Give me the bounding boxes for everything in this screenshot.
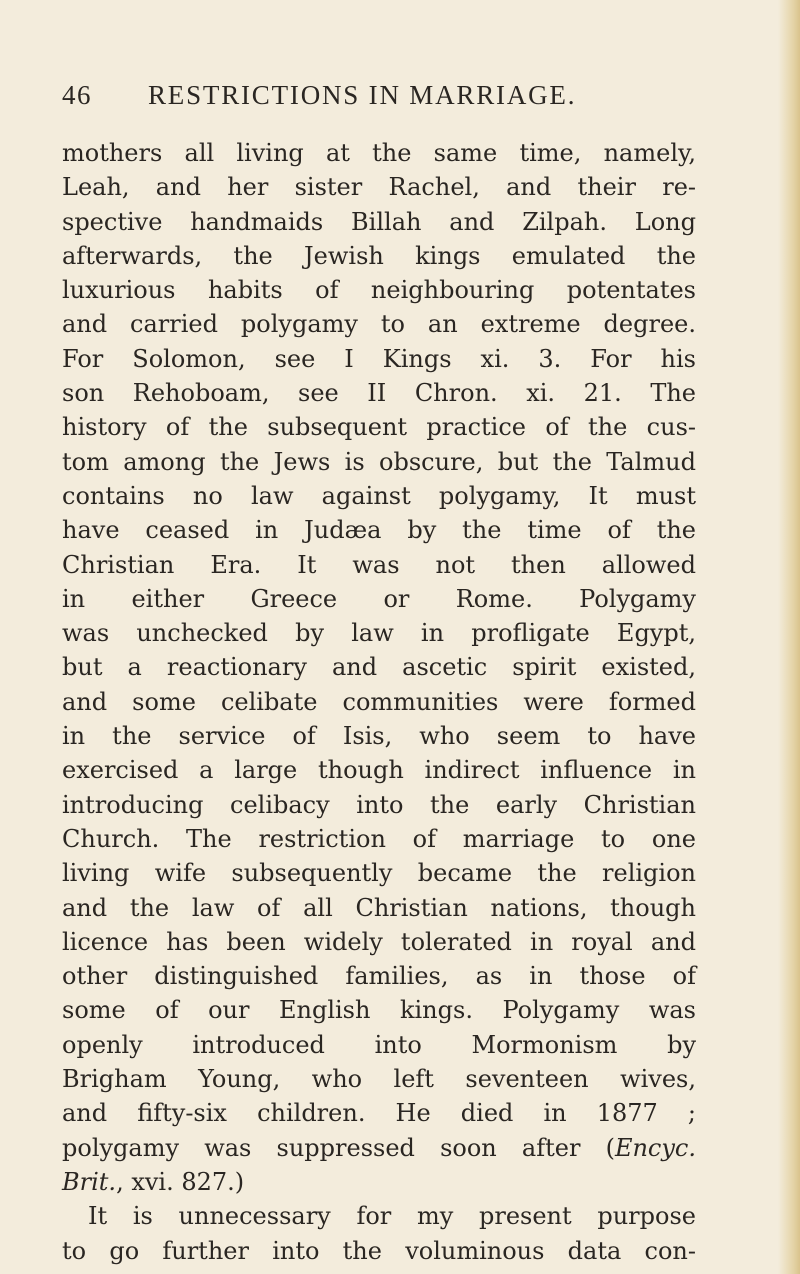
paragraph-2	[62, 1199, 696, 1268]
page-number: 46	[62, 80, 92, 110]
text-line: and fifty-six children. He died in 1877 ;	[62, 1099, 696, 1128]
text-line: It is unnecessary for my present purpose	[88, 1202, 696, 1231]
text-line: but a reactionary and ascetic spirit existed,	[62, 653, 696, 682]
book-page	[62, 80, 696, 1268]
text-line: spective handmaids Billah and Zilpah. Long	[62, 207, 696, 236]
text-line: tom among the Jews is obscure, but the Talmud	[62, 447, 696, 476]
text-line: in either Greece or Rome. Polygamy	[62, 584, 696, 613]
text-line: Brigham Young, who left seventeen wives,	[62, 1065, 696, 1094]
text-line: contains no law against polygamy, It must	[62, 481, 696, 510]
text-line: For Solomon, see I Kings xi. 3. For his	[62, 344, 696, 373]
text-line: in the service of Isis, who seem to have	[62, 722, 696, 751]
text-line: Church. The restriction of marriage to one	[62, 824, 696, 853]
text-line: mothers all living at the same time, namely,	[62, 139, 696, 167]
text-line: Leah, and her sister Rachel, and their re-	[62, 173, 696, 202]
text-line: and some celibate communities were formed	[62, 687, 696, 716]
text-line: have ceased in Judæa by the time of the	[62, 516, 696, 545]
text-line: and carried polygamy to an extreme degree.	[62, 310, 696, 339]
text-line: licence has been widely tolerated in royal and	[62, 927, 696, 956]
text-line: luxurious habits of neighbouring potentates	[62, 276, 696, 305]
text-line: was unchecked by law in profligate Egypt,	[62, 619, 696, 648]
text-line: to go further into the voluminous data con-	[62, 1236, 696, 1265]
body-text	[62, 136, 696, 1268]
text-line: Christian Era. It was not then allowed	[62, 550, 696, 579]
paragraph-1	[62, 136, 696, 1199]
text-line: history of the subsequent practice of the cus-	[62, 413, 696, 442]
text-line: afterwards, the Jewish kings emulated the	[62, 241, 696, 270]
page-edge-shadow	[778, 0, 800, 1274]
text-line: Brit., xvi. 827.)	[62, 1167, 245, 1196]
text-line: and the law of all Christian nations, though	[62, 893, 696, 922]
text-line: living wife subsequently became the religion	[62, 859, 696, 888]
text-line: other distinguished families, as in those of	[62, 962, 696, 991]
text-line: exercised a large though indirect influence in	[62, 756, 696, 785]
text-line: some of our English kings. Polygamy was	[62, 996, 696, 1025]
page-header	[62, 80, 696, 120]
text-line: polygamy was suppressed soon after (Encyc.	[62, 1133, 696, 1162]
text-line: son Rehoboam, see II Chron. xi. 21. The	[62, 379, 696, 408]
text-line: openly introduced into Mormonism by	[62, 1030, 696, 1059]
text-line: introducing celibacy into the early Christian	[62, 790, 696, 819]
running-head: RESTRICTIONS IN MARRIAGE.	[148, 80, 577, 110]
